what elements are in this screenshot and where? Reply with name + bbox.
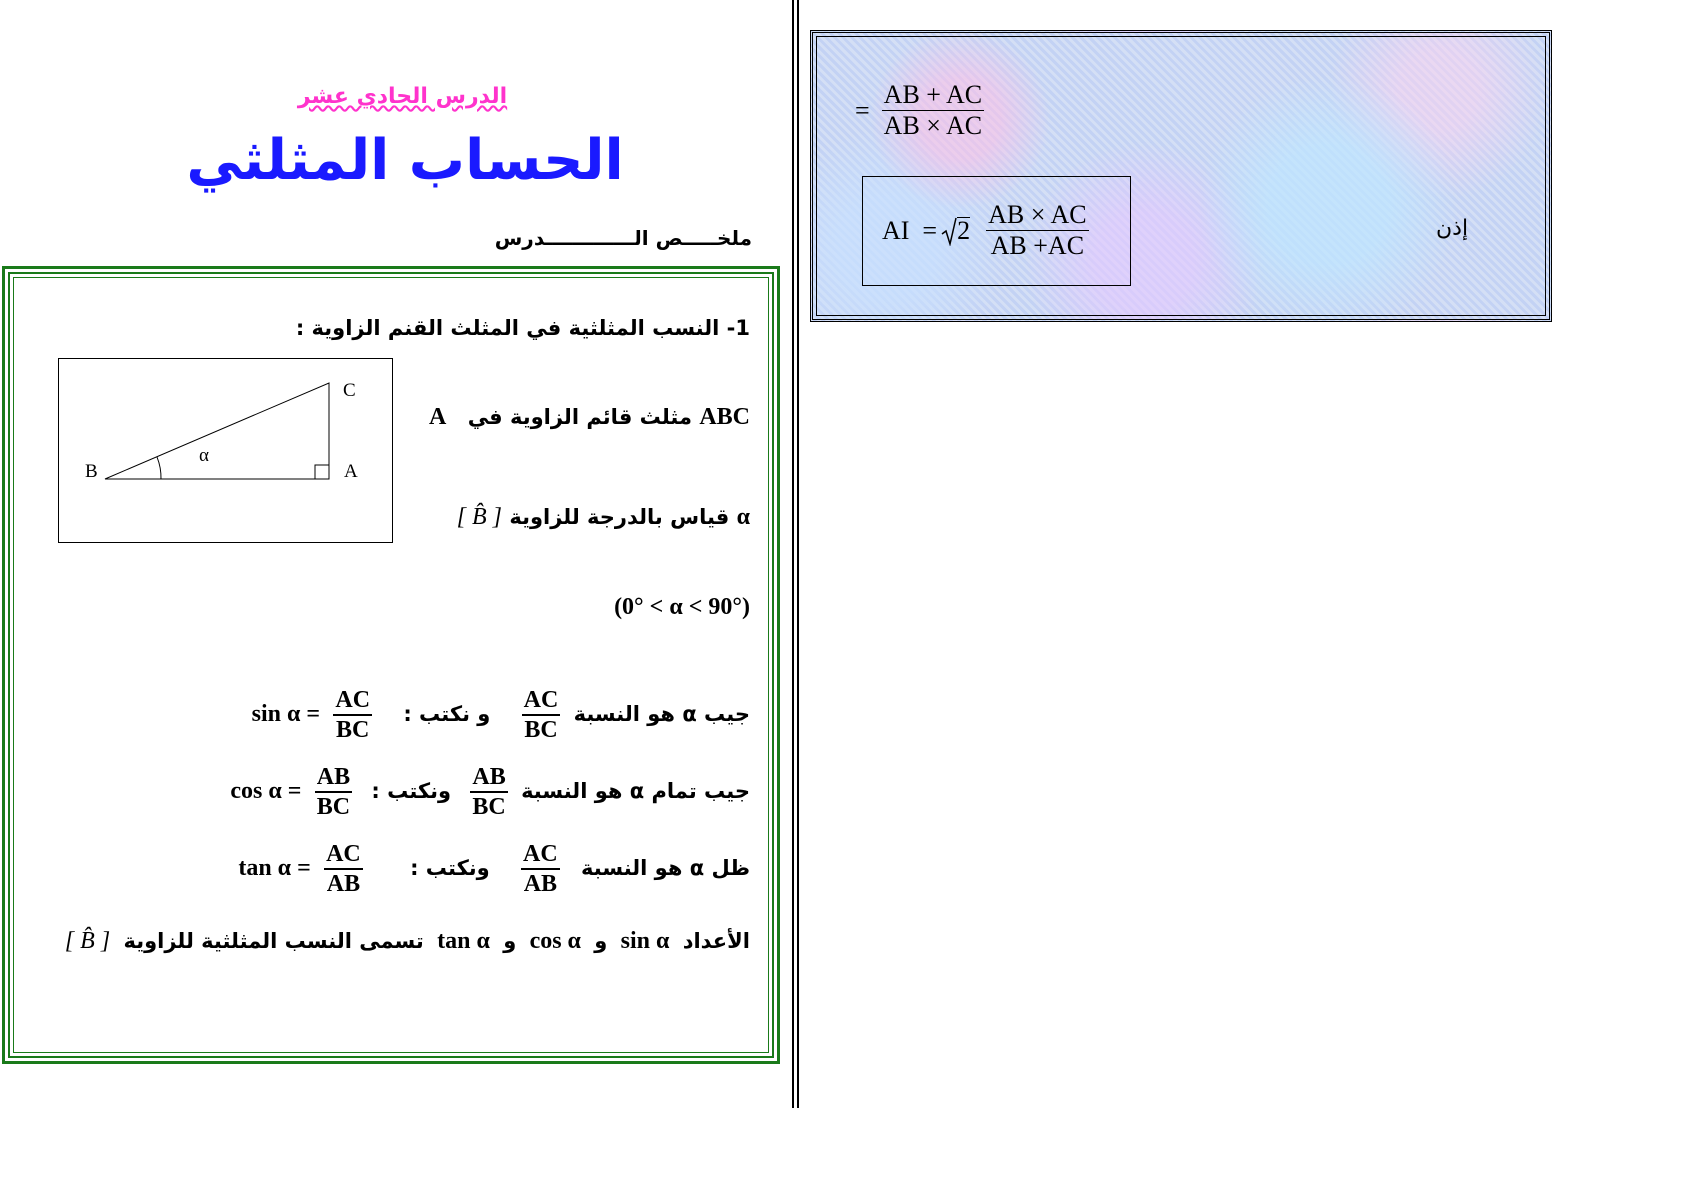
and-1: و — [594, 929, 608, 953]
sine-ratio-fraction: $\frac{AC}{BC}$ — [523, 687, 559, 743]
section1-title: 1- النسب المثلثية في المثلث القنم الزاوية : — [295, 316, 750, 340]
cosine-definition — [230, 763, 750, 821]
page-divider-line — [792, 0, 794, 1108]
ai-formula — [882, 200, 1089, 261]
right-vertex: A — [429, 404, 447, 430]
tangent-write-label: ونكتب : — [410, 856, 490, 880]
ratio-equation — [855, 80, 984, 141]
vertex-c-label: C — [343, 380, 356, 401]
page-divider-line-2 — [797, 0, 799, 1108]
named-ratios-label: تسمى النسب المثلثية للزاوية — [123, 929, 424, 953]
cos-alpha-term: cos α — [529, 928, 581, 954]
sine-formula-lhs: sin α = — [251, 701, 321, 727]
cosine-formula-fraction: $\frac{AB}{BC}$ — [316, 764, 351, 820]
triangle-shape — [105, 383, 329, 479]
triangle-svg — [59, 359, 394, 544]
sine-definition — [252, 686, 750, 744]
ai-lhs: AI = — [882, 215, 938, 245]
alpha-range-text: (0° < α < 90°) — [614, 594, 750, 620]
alpha-angle-label: α — [199, 445, 209, 466]
sin-alpha-term: sin α — [620, 928, 670, 954]
vertex-b-label: B — [85, 461, 98, 482]
summary-heading: ملخـــــص الـــــــــــــدرس — [494, 226, 752, 250]
sine-write-label: و نكتب : — [403, 702, 491, 726]
sqrt-two: 2 — [941, 216, 970, 246]
tangent-ratio-fraction: $\frac{AC}{AB}$ — [523, 841, 558, 897]
and-2: و — [503, 929, 517, 953]
triangle-name: ABC — [699, 404, 750, 430]
alpha-symbol: α — [736, 504, 750, 530]
therefore-label: إذن — [1436, 216, 1469, 241]
ratios-conclusion — [65, 928, 750, 955]
ai-fraction: AB × AC AB +AC — [988, 200, 1087, 260]
triangle-diagram — [58, 358, 393, 543]
cosine-label: جيب تمام α هو النسبة — [521, 779, 750, 803]
alpha-range — [614, 594, 750, 621]
alpha-desc: قياس بالدرجة للزاوية — [509, 505, 730, 529]
sine-label: جيب α هو النسبة — [573, 702, 750, 726]
equals-sign: = — [855, 95, 870, 125]
triangle-desc: مثلث قائم الزاوية في — [467, 405, 693, 429]
angle-b-ref: [ B̂ ] — [456, 504, 503, 530]
alpha-statement — [457, 504, 750, 531]
tan-alpha-term: tan α — [437, 928, 490, 954]
radical-sign — [941, 216, 957, 246]
right-angle-mark — [315, 465, 329, 479]
angle-arc — [157, 457, 161, 479]
numbers-label: الأعداد — [682, 929, 750, 953]
tangent-definition — [238, 840, 750, 898]
lesson-number: الدرس الحادي عشر — [297, 84, 508, 109]
vertex-a-label: A — [344, 461, 358, 482]
tangent-formula-fraction: $\frac{AC}{AB}$ — [326, 841, 361, 897]
tangent-formula-lhs: tan α = — [238, 855, 311, 881]
ratio-fraction: $\frac{AB + AC}{AB \times AC}$ — [883, 80, 983, 140]
cosine-ratio-fraction: $\frac{AB}{BC}$ — [472, 764, 506, 820]
cosine-formula-lhs: cos α = — [230, 778, 302, 804]
triangle-statement — [429, 404, 750, 431]
lesson-title: الحساب المثلثي — [186, 128, 624, 193]
sine-formula-fraction: $\frac{AC}{BC}$ — [335, 687, 371, 743]
angle-b-ref-2: [ B̂ ] — [64, 928, 111, 954]
tangent-label: ظل α هو النسبة — [581, 856, 750, 880]
cosine-write-label: ونكتب : — [371, 779, 452, 803]
